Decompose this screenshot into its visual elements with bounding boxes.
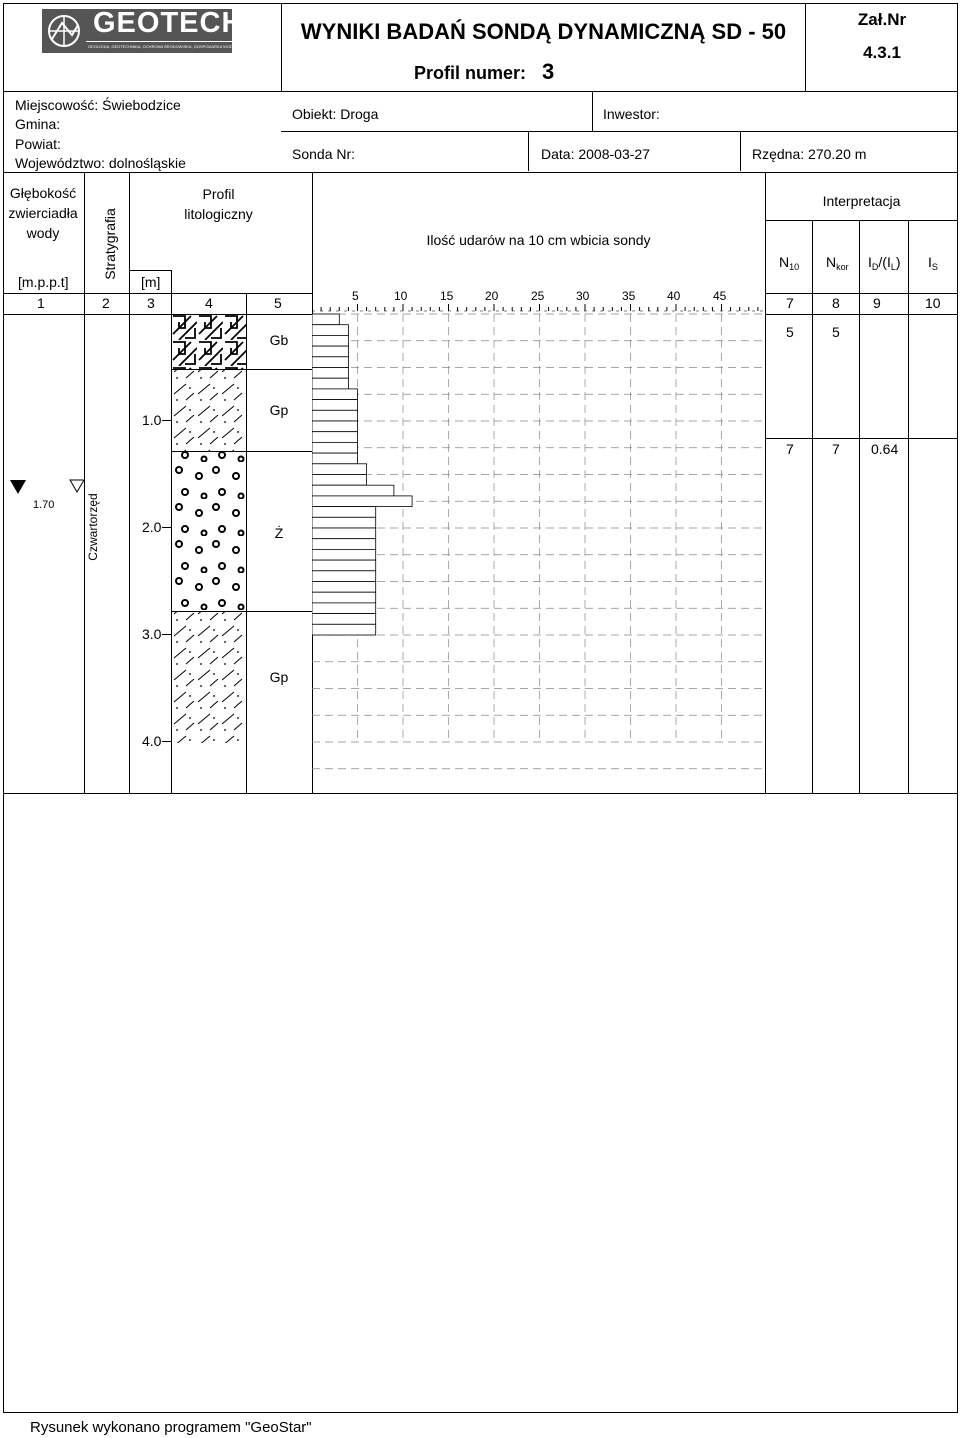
- blow-bar: [312, 496, 412, 507]
- sonda-nr: Sonda Nr:: [292, 146, 356, 162]
- blow-bar: [312, 346, 348, 357]
- layer-symbol-gb: Gb: [269, 332, 289, 348]
- water-header-1: Głębokość: [9, 185, 77, 201]
- blow-bar: [312, 475, 367, 486]
- layer-z-pattern: [171, 451, 246, 611]
- layer-gp-pattern: [171, 369, 246, 451]
- profile-label: Profil numer:: [414, 63, 527, 83]
- blow-bar: [312, 571, 376, 582]
- scale-tick-45: 45: [713, 289, 727, 303]
- blow-bar: [312, 624, 376, 635]
- profile-header-1: Profil: [202, 186, 235, 202]
- blow-bar: [312, 614, 376, 625]
- depth-label-1: 1.0: [142, 412, 162, 428]
- blow-bar: [312, 400, 358, 411]
- blow-bar: [312, 603, 376, 614]
- attachment-label: Zał.Nr: [857, 10, 907, 29]
- interp-row1-n10: 5: [786, 324, 794, 340]
- scale-tick-10: 10: [394, 289, 408, 303]
- col-num-4: 4: [205, 295, 213, 311]
- profile-number: 3: [542, 59, 555, 84]
- col-num-3: 3: [147, 295, 155, 311]
- layer-symbol-z: Ż: [274, 525, 284, 541]
- scale-tick-20: 20: [485, 289, 499, 303]
- footer-text: Rysunek wykonano programem "GeoStar": [30, 1419, 312, 1436]
- blow-bar: [312, 325, 348, 336]
- id-header: $I_D/(I_L)$: [868, 254, 901, 272]
- layer-gb-pattern: [171, 314, 246, 369]
- water-level: 1.70: [33, 499, 55, 511]
- blow-bar: [312, 410, 358, 421]
- report-title: WYNIKI BADAŃ SONDĄ DYNAMICZNĄ SD - 50: [300, 19, 787, 44]
- col-num-1: 1: [37, 295, 45, 311]
- blow-bar: [312, 442, 358, 453]
- layer-gp2-pattern: [171, 611, 246, 743]
- water-header-2: zwierciadła: [8, 205, 78, 221]
- scale-tick-5: 5: [352, 289, 359, 303]
- is-header: $I_S$: [928, 254, 938, 272]
- data: Data: 2008-03-27: [541, 146, 650, 162]
- water-unit: [m.p.p.t]: [18, 274, 69, 290]
- blow-bar: [312, 421, 358, 432]
- depth-label-4: 4.0: [142, 733, 162, 749]
- col-num-10: 10: [925, 295, 941, 311]
- attachment-number: 4.3.1: [863, 43, 901, 62]
- scale-tick-30: 30: [576, 289, 590, 303]
- interp-row2-id: 0.64: [871, 441, 899, 457]
- blow-bar: [312, 560, 376, 571]
- logo-text: GEOTECH: [93, 7, 244, 39]
- depth-label-3: 3.0: [142, 626, 162, 642]
- stratigraphy-value: Czwartorzęd: [86, 493, 100, 561]
- profile-header-2: litologiczny: [184, 206, 253, 222]
- interp-row1-nkor: 5: [832, 324, 840, 340]
- depth-unit: [m]: [141, 274, 161, 290]
- logo-tagline: GEOLOGIA, GEOTECHNIKA, OCHRONA ŚRODOWISKA, GOSPODARKA WODNA: [88, 44, 239, 49]
- water-header-3: wody: [26, 225, 60, 241]
- blow-bar: [312, 517, 376, 528]
- blow-bar: [312, 539, 376, 550]
- blow-bar: [312, 549, 376, 560]
- obiekt: Obiekt: Droga: [292, 106, 379, 122]
- col-num-9: 9: [873, 295, 881, 311]
- blow-bar: [312, 582, 376, 593]
- n10-header: $N_{10}$: [779, 254, 800, 272]
- depth-label-2: 2.0: [142, 519, 162, 535]
- blows-title: Ilość udarów na 10 cm wbicia sondy: [426, 232, 651, 248]
- scale-tick-25: 25: [531, 289, 545, 303]
- stratigraphy-header: Stratygrafia: [102, 208, 118, 280]
- blow-bar: [312, 528, 376, 539]
- blow-bar: [312, 464, 367, 475]
- layer-symbol-gp2: Gp: [269, 669, 289, 685]
- blow-bar: [312, 389, 358, 400]
- interp-row2-nkor: 7: [832, 441, 840, 457]
- gmina: Gmina:: [15, 116, 61, 132]
- nkor-header: $N_{kor}$: [826, 254, 849, 272]
- col-num-7: 7: [786, 295, 794, 311]
- blow-bar: [312, 432, 358, 443]
- blow-bar: [312, 453, 358, 464]
- blow-bar: [312, 314, 339, 325]
- wojewodztwo: Województwo: dolnośląskie: [15, 155, 186, 171]
- blow-bar: [312, 335, 348, 346]
- blow-bar: [312, 368, 348, 379]
- blow-bar: [312, 357, 348, 368]
- blow-bar: [312, 485, 394, 496]
- lithology-profile: [171, 314, 246, 744]
- blow-bar: [312, 378, 348, 389]
- inwestor: Inwestor:: [603, 106, 660, 122]
- scale-tick-40: 40: [667, 289, 681, 303]
- powiat: Powiat:: [15, 136, 61, 152]
- interp-row2-n10: 7: [786, 441, 794, 457]
- miejscowosc: Miejscowość: Świebodzice: [15, 97, 181, 113]
- interpretation-header: Interpretacja: [822, 193, 901, 209]
- scale-tick-35: 35: [622, 289, 636, 303]
- scale-tick-15: 15: [440, 289, 454, 303]
- water-table-icon: [8, 478, 84, 496]
- blow-bar: [312, 507, 376, 518]
- layer-symbol-gp: Gp: [269, 402, 289, 418]
- blow-bar: [312, 592, 376, 603]
- col-num-8: 8: [832, 295, 840, 311]
- col-num-5: 5: [274, 295, 282, 311]
- rzedna: Rzędna: 270.20 m: [752, 146, 867, 162]
- blow-count-chart: [312, 296, 765, 793]
- col-num-2: 2: [102, 295, 110, 311]
